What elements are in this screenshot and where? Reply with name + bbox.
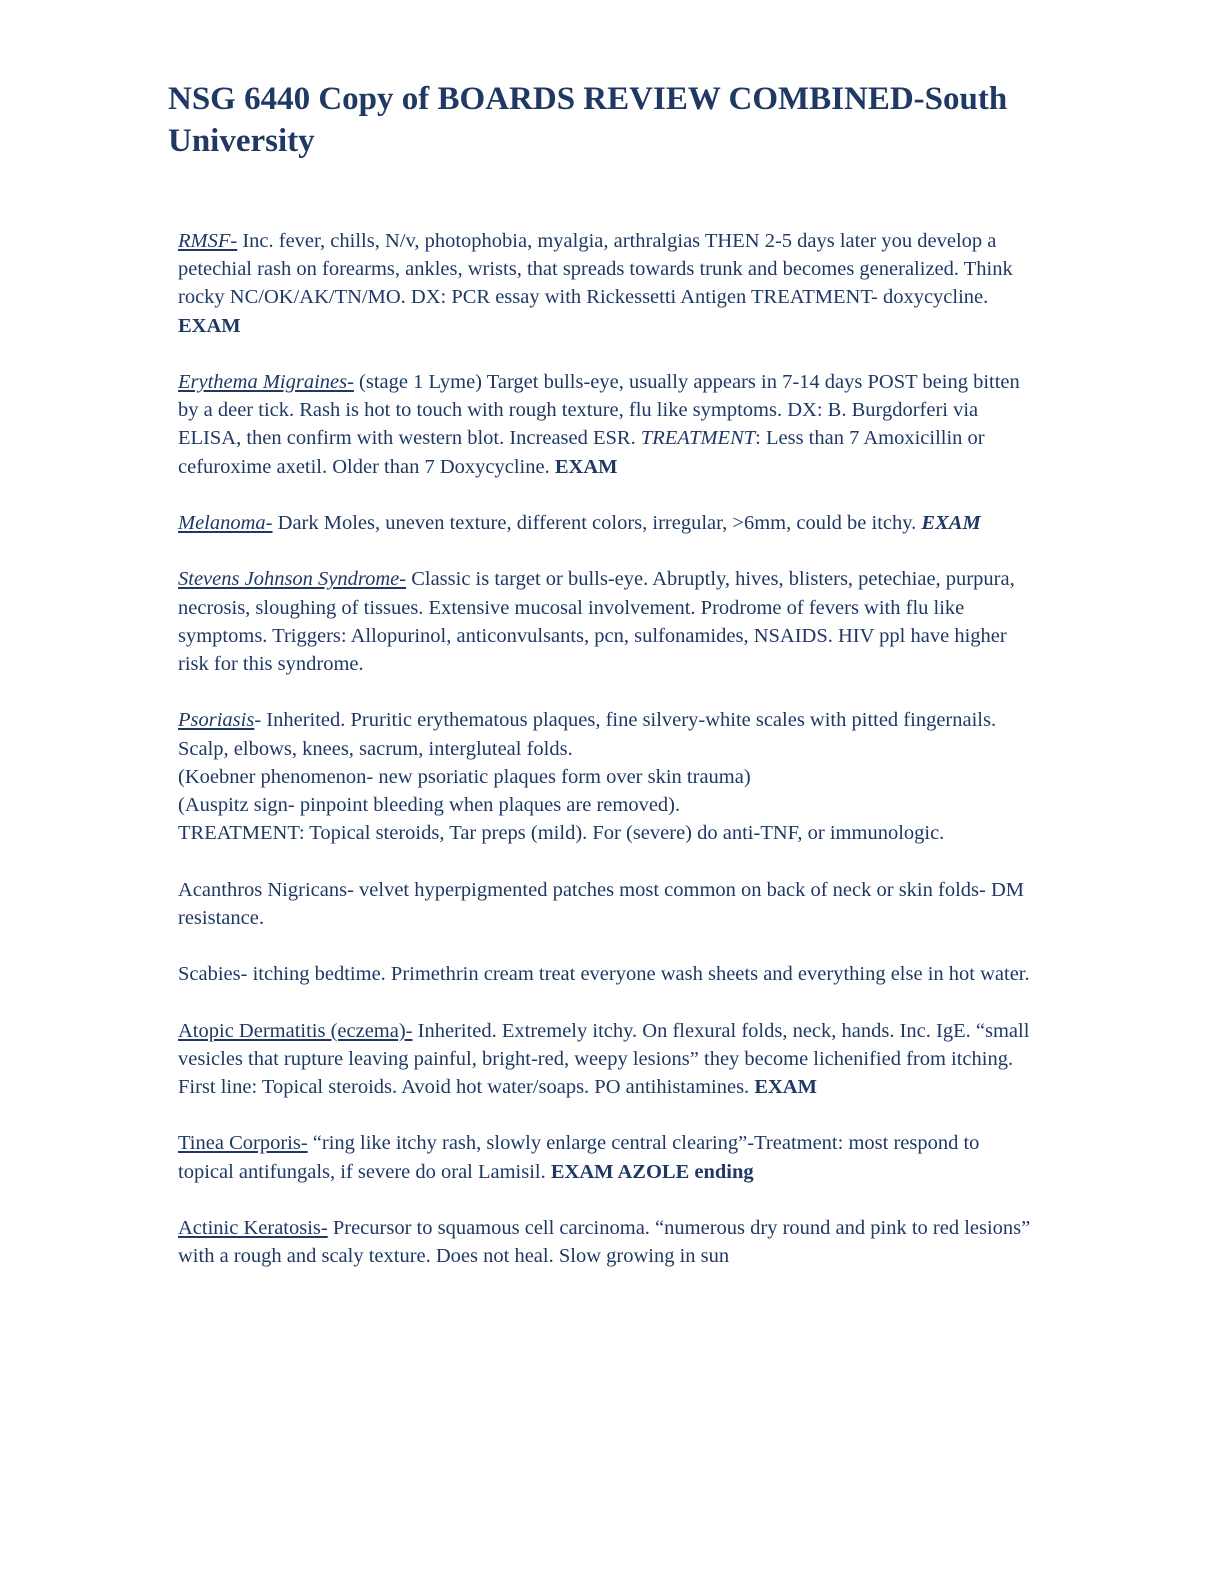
paragraph-line: (Auspitz sign- pinpoint bleeding when plaques are removed). [178, 794, 681, 816]
entry-text: - Inherited. Pruritic erythematous plaques, fine silvery-white scales with pitted fingernails. Scalp, elbows, knees, sacrum, intergluteal folds. [178, 709, 997, 760]
paragraph [178, 706, 1038, 762]
term-heading: RMSF- [178, 230, 238, 252]
term-heading: Erythema Migraines- [178, 371, 354, 393]
exam-tag: EXAM [754, 1075, 817, 1098]
entry-melanoma [178, 509, 1038, 537]
entry-acanthros-nigricans [178, 876, 1038, 932]
entry-actinic-keratosis [178, 1214, 1038, 1270]
entry-stevens-johnson [178, 565, 1038, 678]
entry-text: Precursor to squamous cell carcinoma. “numerous dry round and pink to red lesions” with a rough and scaly texture. Does not heal. Slow growing in sun [178, 1216, 1031, 1268]
entry-scabies [178, 960, 1038, 988]
paragraph: Scabies- itching bedtime. Primethrin cream treat everyone wash sheets and everything else in hot water. [178, 963, 1030, 986]
exam-tag: EXAM [921, 512, 981, 534]
paragraph [178, 1129, 1038, 1185]
entry-erythema-migraines [178, 368, 1038, 481]
paragraph-line: (Koebner phenomenon- new psoriatic plaques form over skin trauma) [178, 765, 751, 788]
term-heading: Stevens Johnson Syndrome- [178, 568, 407, 591]
term-heading: Psoriasis [178, 709, 255, 732]
paragraph-line: TREATMENT: Topical steroids, Tar preps (mild). For (severe) do anti-TNF, or immunologic. [178, 822, 945, 845]
term-heading: Melanoma- [178, 512, 273, 534]
paragraph [178, 368, 1038, 481]
entry-text: Inherited. Extremely itchy. On flexural folds, neck, hands. Inc. IgE. “small vesicles that rupture leaving painful, bright-red, weepy lesions” they become lichenified from itching. First line: Topical steroids. Avoid hot water/soaps. PO antihistamines. [178, 1019, 1030, 1098]
exam-tag: EXAM [554, 455, 618, 478]
paragraph: Acanthros Nigricans- velvet hyperpigmented patches most common on back of neck or skin folds- DM resistance. [178, 878, 1024, 929]
document-body [178, 227, 1038, 1299]
paragraph [178, 565, 1038, 678]
term-heading: Atopic Dermatitis (eczema)- [178, 1019, 413, 1042]
entry-text: : Less than 7 Amoxicillin or cefuroxime axetil. Older than 7 Doxycycline. [178, 427, 985, 478]
treatment-label: TREATMENT [640, 427, 756, 450]
entry-text: Inc. fever, chills, N/v, photophobia, myalgia, arthralgias THEN 2-5 days later you develop a petechial rash on forearms, ankles, wrists, that spreads towards trunk and becomes generalized. Think rocky NC/OK/AK/TN/MO. DX: PCR essay with Rickessetti Antigen TREATMENT- doxycycline. [178, 230, 1013, 309]
entry-text: (stage 1 Lyme) Target bulls-eye, usually appears in 7-14 days POST being bitten by a deer tick. Rash is hot to touch with rough texture, flu like symptoms. DX: B. Burgdorferi via ELISA, then confirm with western blot. Increased ESR. [178, 371, 1020, 450]
paragraph [178, 1214, 1038, 1270]
term-heading: Tinea Corporis- [178, 1132, 308, 1155]
exam-tag: EXAM [178, 314, 241, 337]
entry-tinea-corporis [178, 1129, 1038, 1185]
entry-rmsf [178, 227, 1038, 340]
term-heading: Actinic Keratosis- [178, 1216, 328, 1239]
entry-atopic-dermatitis [178, 1017, 1038, 1102]
entry-text: Classic is target or bulls-eye. Abruptly, hives, blisters, petechiae, purpura, necrosis, sloughing of tissues. Extensive mucosal involvement. Prodrome of fevers with flu like symptoms. Triggers: Allopurinol, anticonvulsants, pcn, sulfonamides, NSAIDS. HIV ppl have higher risk for this syndrome. [178, 568, 1015, 675]
entry-psoriasis [178, 706, 1038, 847]
exam-tag: EXAM AZOLE ending [550, 1160, 754, 1183]
entry-text: “ring like itchy rash, slowly enlarge central clearing”-Treatment: most respond to topical antifungals, if severe do oral Lamisil. [178, 1132, 980, 1183]
paragraph [178, 227, 1038, 340]
document-title: NSG 6440 Copy of BOARDS REVIEW COMBINED-South University [168, 81, 1008, 159]
paragraph [178, 1017, 1038, 1102]
paragraph [178, 509, 1038, 537]
entry-text: Dark Moles, uneven texture, different colors, irregular, >6mm, could be itchy. [272, 512, 922, 534]
